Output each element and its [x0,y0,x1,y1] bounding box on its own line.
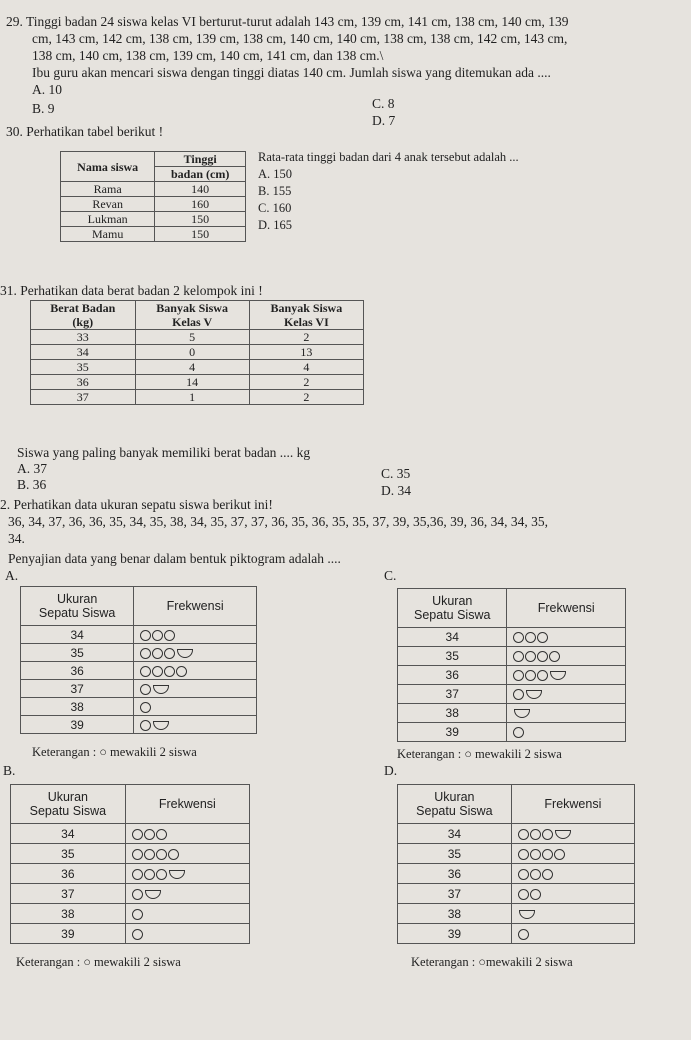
frequency-symbols [134,716,257,734]
q32-option-d-pictogram [397,784,635,944]
shoe-size: 38 [21,698,134,716]
frequency-symbols [511,824,634,844]
circle-icon [140,630,151,641]
table-row [21,662,257,680]
shoe-size: 36 [398,864,512,884]
header-text: Sepatu Siswa [38,606,116,620]
q32-option-c-pictogram [397,588,626,742]
q32-option-a-label: A. [5,568,19,583]
frequency-symbols [125,884,249,904]
frequency-symbols [507,666,626,685]
circle-icon [152,630,163,641]
header-text: Sepatu Siswa [416,804,493,818]
circle-icon [537,670,548,681]
circle-icon [530,829,541,840]
cell: 14 [135,375,249,390]
frequency-symbols [507,647,626,666]
circle-icon [164,666,175,677]
frequency-symbols [125,864,249,884]
q32-intro: 2. Perhatikan data ukuran sepatu siswa berikut ini! [0,497,273,512]
q30-col-height-b: badan (cm) [155,167,246,182]
q32-option-b-legend: Keterangan : ○ mewakili 2 siswa [16,955,181,969]
table-row [21,644,257,662]
cell: 34 [31,345,136,360]
circle-icon [530,849,541,860]
shoe-size: 39 [11,924,126,944]
q32-option-c-label: C. [384,568,397,583]
cell: Lukman [61,212,155,227]
header-frequency: Frekwensi [134,587,257,626]
circle-icon [537,651,548,662]
half-circle-icon [177,649,193,658]
table-row [398,824,635,844]
circle-icon [140,648,151,659]
cell: 33 [31,330,136,345]
table-row [61,212,246,227]
table-row [398,685,626,704]
circle-icon [513,670,524,681]
frequency-symbols [125,824,249,844]
frequency-symbols [507,704,626,723]
cell: 2 [249,375,363,390]
cell: 0 [135,345,249,360]
header-text: Ukuran [434,790,475,804]
circle-icon [156,829,167,840]
header-text: Banyak Siswa [156,301,228,315]
q30-col-name: Nama siswa [61,152,155,182]
shoe-size: 39 [21,716,134,734]
circle-icon [144,869,155,880]
q29-option-c: C. 8 [372,96,395,111]
q29-option-b: B. 9 [32,101,55,116]
header-text: Kelas V [172,315,213,329]
header-text: Kelas VI [283,315,329,329]
shoe-size: 36 [398,666,507,685]
header-frequency: Frekwensi [507,589,626,628]
table-row [11,924,250,944]
table-row [21,680,257,698]
frequency-symbols [511,904,634,924]
circle-icon [164,648,175,659]
q30-option-b: B. 155 [258,184,292,198]
header-size [21,587,134,626]
header-frequency: Frekwensi [511,785,634,824]
frequency-symbols [125,924,249,944]
frequency-symbols [511,924,634,944]
q31-weight-table [30,300,364,405]
q31-question: Siswa yang paling banyak memiliki berat badan .... kg [17,445,311,460]
q31-option-c: C. 35 [381,466,411,481]
shoe-size: 37 [11,884,126,904]
q32-option-b-pictogram [10,784,250,944]
header-text: Berat Badan [50,301,116,315]
circle-icon [144,849,155,860]
table-row [398,704,626,723]
cell: 2 [249,330,363,345]
circle-icon [152,666,163,677]
table-row [398,904,635,924]
q32-option-b-label: B. [3,763,16,778]
table-row [31,360,364,375]
header-size [398,589,507,628]
cell: 150 [155,227,246,242]
circle-icon [168,849,179,860]
q32-option-d-legend: Keterangan : ○mewakili 2 siswa [411,955,573,969]
circle-icon [518,849,529,860]
table-row [31,345,364,360]
header-text: Banyak Siswa [270,301,343,315]
circle-icon [513,632,524,643]
half-circle-icon [514,709,530,718]
shoe-size: 35 [398,844,512,864]
half-circle-icon [519,910,535,919]
table-row [21,626,257,644]
circle-icon [525,632,536,643]
shoe-size: 35 [398,647,507,666]
frequency-symbols [125,844,249,864]
table-row [11,904,250,924]
table-row [61,197,246,212]
frequency-symbols [511,844,634,864]
shoe-size: 34 [11,824,126,844]
frequency-symbols [511,884,634,904]
circle-icon [542,849,553,860]
header-size [11,785,126,824]
cell: 36 [31,375,136,390]
frequency-symbols [507,723,626,742]
q30-option-c: C. 160 [258,201,292,215]
circle-icon [530,889,541,900]
circle-icon [132,929,143,940]
half-circle-icon [555,830,571,839]
frequency-symbols [511,864,634,884]
shoe-size: 35 [11,844,126,864]
circle-icon [525,670,536,681]
header-text: Ukuran [432,594,473,608]
table-row [31,375,364,390]
shoe-size: 36 [11,864,126,884]
circle-icon [132,849,143,860]
q30-option-a: A. 150 [258,167,293,181]
q32-option-c-legend: Keterangan : ○ mewakili 2 siswa [397,747,562,761]
table-row [398,666,626,685]
shoe-size: 34 [398,824,512,844]
circle-icon [156,849,167,860]
frequency-symbols [134,626,257,644]
table-row [31,390,364,405]
header-size [398,785,512,824]
frequency-symbols [134,662,257,680]
circle-icon [530,869,541,880]
cell: Rama [61,182,155,197]
shoe-size: 37 [21,680,134,698]
q29-line3: 138 cm, 140 cm, 138 cm, 139 cm, 140 cm, 141 cm, dan 138 cm.\ [32,48,384,63]
q31-option-a: A. 37 [17,461,47,476]
table-row [11,864,250,884]
shoe-size: 38 [11,904,126,924]
q31-intro: 31. Perhatikan data berat badan 2 kelompok ini ! [0,283,263,298]
table-row [11,884,250,904]
frequency-symbols [134,644,257,662]
frequency-symbols [125,904,249,924]
q32-question: Penyajian data yang benar dalam bentuk piktogram adalah .... [8,551,341,566]
half-circle-icon [526,690,542,699]
circle-icon [132,869,143,880]
q31-col-weight [31,301,136,330]
cell: 150 [155,212,246,227]
q31-option-b: B. 36 [17,477,47,492]
header-text: Sepatu Siswa [29,804,107,818]
table-row [31,330,364,345]
header-text: Ukuran [56,592,98,606]
circle-icon [164,630,175,641]
shoe-size: 36 [21,662,134,680]
table-row [398,924,635,944]
half-circle-icon [169,870,185,879]
q32-option-a-pictogram [20,586,257,734]
cell: Revan [61,197,155,212]
circle-icon [518,829,529,840]
frequency-symbols [507,685,626,704]
circle-icon [140,702,151,713]
cell: 140 [155,182,246,197]
circle-icon [176,666,187,677]
half-circle-icon [550,671,566,680]
shoe-size: 38 [398,904,512,924]
frequency-symbols [134,680,257,698]
q31-col-class6 [249,301,363,330]
q32-option-d-label: D. [384,763,398,778]
half-circle-icon [153,721,169,730]
q30-col-height-a: Tinggi [155,152,246,167]
frequency-symbols [507,628,626,647]
table-row [11,844,250,864]
shoe-size: 39 [398,723,507,742]
shoe-size: 37 [398,884,512,904]
table-row [21,698,257,716]
table-row [398,723,626,742]
table-row [21,716,257,734]
cell: 2 [249,390,363,405]
q32-data-line2: 34. [8,531,25,546]
circle-icon [518,869,529,880]
circle-icon [542,829,553,840]
shoe-size: 38 [398,704,507,723]
shoe-size: 39 [398,924,512,944]
circle-icon [140,720,151,731]
table-row [61,182,246,197]
cell: 5 [135,330,249,345]
table-row [398,647,626,666]
cell: 160 [155,197,246,212]
q31-col-class5 [135,301,249,330]
cell: 1 [135,390,249,405]
q30-option-d: D. 165 [258,218,293,232]
header-text: Sepatu Siswa [414,608,491,622]
half-circle-icon [145,890,161,899]
shoe-size: 37 [398,685,507,704]
cell: 35 [31,360,136,375]
half-circle-icon [153,685,169,694]
cell: Mamu [61,227,155,242]
cell: 4 [249,360,363,375]
header-frequency: Frekwensi [125,785,249,824]
q30-question: Rata-rata tinggi badan dari 4 anak tersebut adalah ... [258,150,519,164]
shoe-size: 34 [21,626,134,644]
circle-icon [144,829,155,840]
circle-icon [132,889,143,900]
circle-icon [518,929,529,940]
table-row [398,884,635,904]
circle-icon [542,869,553,880]
circle-icon [518,889,529,900]
circle-icon [140,684,151,695]
circle-icon [513,651,524,662]
q29-option-a: A. 10 [32,82,62,97]
shoe-size: 35 [21,644,134,662]
circle-icon [513,727,524,738]
table-row [398,628,626,647]
circle-icon [140,666,151,677]
table-row [398,844,635,864]
cell: 37 [31,390,136,405]
q29-option-d: D. 7 [372,113,396,128]
q29-line2: cm, 143 cm, 142 cm, 138 cm, 139 cm, 138 cm, 140 cm, 140 cm, 138 cm, 138 cm, 142 cm, 143 cm, [32,31,568,46]
table-row [61,227,246,242]
cell: 4 [135,360,249,375]
circle-icon [549,651,560,662]
circle-icon [152,648,163,659]
q32-data-line1: 36, 34, 37, 36, 36, 35, 34, 35, 38, 34, 35, 37, 37, 36, 35, 36, 35, 35, 37, 39, 35,36, 39, 36, 34, 34, 35, [8,514,548,529]
q32-option-a-legend: Keterangan : ○ mewakili 2 siswa [32,745,197,759]
table-row [11,824,250,844]
q30-height-table [60,151,246,242]
circle-icon [156,869,167,880]
cell: 13 [249,345,363,360]
frequency-symbols [134,698,257,716]
q30-intro: 30. Perhatikan tabel berikut ! [6,124,164,139]
q31-option-d: D. 34 [381,483,411,498]
circle-icon [525,651,536,662]
header-text: (kg) [72,315,94,329]
circle-icon [132,829,143,840]
circle-icon [554,849,565,860]
circle-icon [132,909,143,920]
table-row [398,864,635,884]
shoe-size: 34 [398,628,507,647]
q29-line4: Ibu guru akan mencari siswa dengan tinggi diatas 140 cm. Jumlah siswa yang ditemukan ada .... [32,65,551,80]
circle-icon [513,689,524,700]
q29-line1: 29. Tinggi badan 24 siswa kelas VI berturut-turut adalah 143 cm, 139 cm, 141 cm, 138 cm, 140 cm, 139 [6,14,569,29]
header-text: Ukuran [47,790,88,804]
circle-icon [537,632,548,643]
